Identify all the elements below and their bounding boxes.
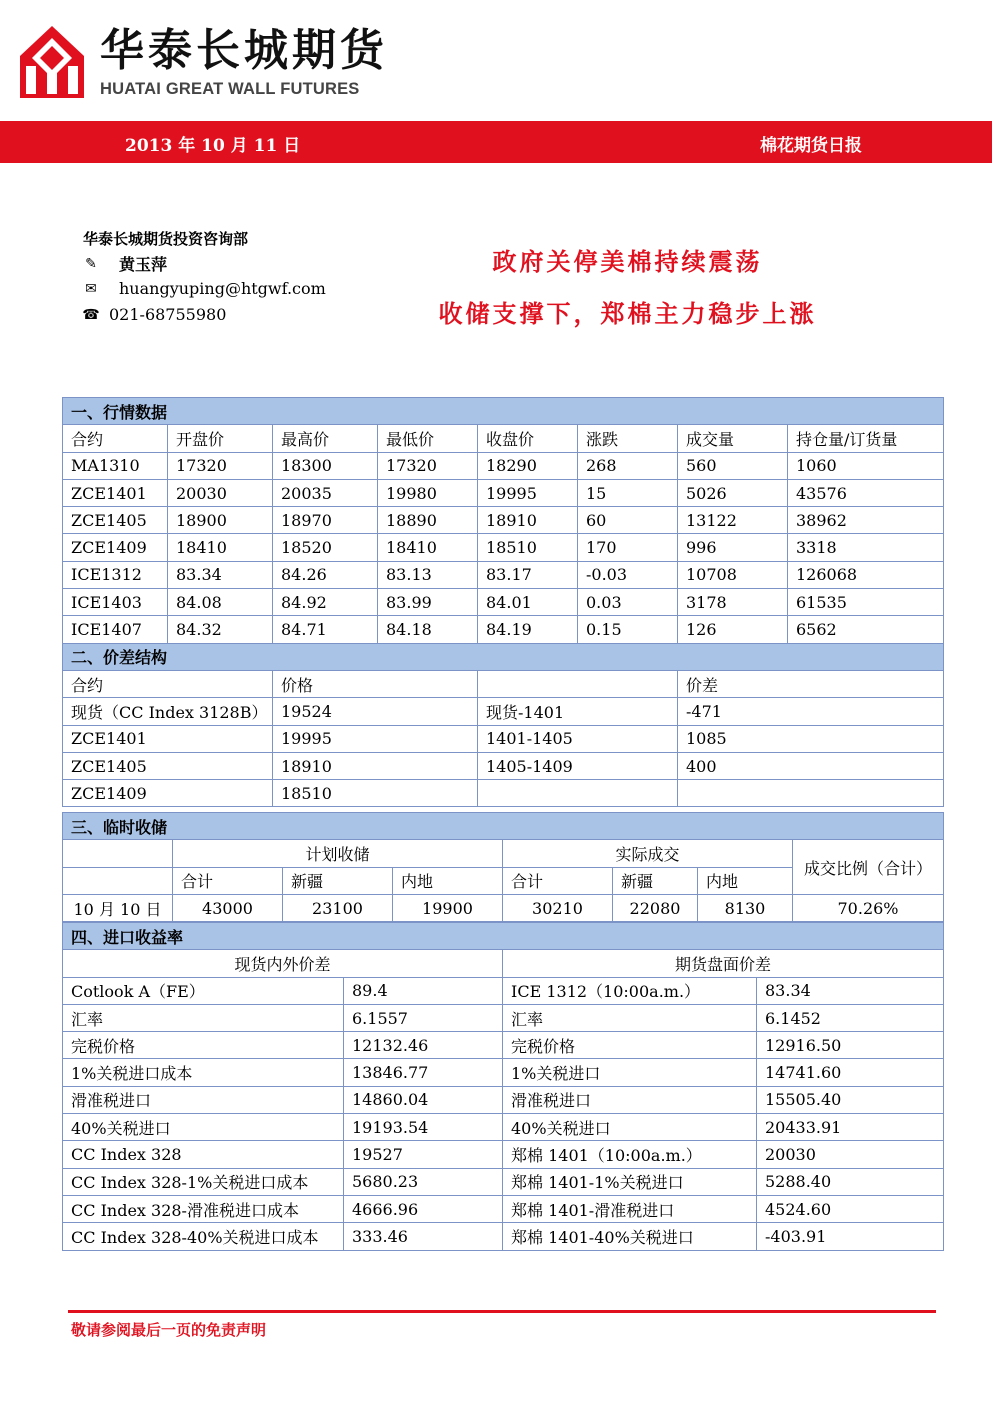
table-cell: 现货（CC Index 3128B） [63,698,273,725]
table-cell: 19995 [478,479,578,506]
table-cell: 84.26 [273,561,378,588]
column-header: 涨跌 [578,425,678,452]
column-header: 价格 [273,670,478,697]
table-cell: 1085 [678,725,944,752]
column-header: 收盘价 [478,425,578,452]
table-row [63,1195,944,1222]
table-cell: 5288.40 [757,1168,944,1195]
table-cell: 18410 [378,534,478,561]
table-cell: MA1310 [63,452,168,479]
table-cell: 19995 [273,725,478,752]
table-cell: 84.19 [478,616,578,643]
table-cell [63,840,173,867]
table-cell: 13846.77 [344,1059,503,1086]
table-row [63,616,944,643]
author-name: 黄玉萍 [119,255,168,274]
table-cell: 1401-1405 [478,725,678,752]
table-cell: 83.34 [168,561,273,588]
table-cell: 郑棉 1401-1%关税进口 [503,1168,757,1195]
table-cell: ZCE1401 [63,479,168,506]
table-cell: 19524 [273,698,478,725]
table-cell: 60 [578,507,678,534]
headline-1: 政府关停美棉持续震荡 [492,247,763,276]
table-cell: 84.32 [168,616,273,643]
disclaimer-note: 敬请参阅最后一页的免责声明 [71,1321,267,1339]
table-row [63,479,944,506]
table-cell: 汇率 [503,1004,757,1031]
column-header [478,670,678,697]
table-cell: 6.1557 [344,1004,503,1031]
table-cell: 19527 [344,1141,503,1168]
table-cell: 18520 [273,534,378,561]
market-data-table [62,397,944,807]
table-cell: ZCE1409 [63,780,273,807]
table-cell: 19900 [393,894,503,921]
table-cell: -471 [678,698,944,725]
table-row [63,894,944,921]
pen-icon: ✎ [85,255,97,272]
table-cell: 14860.04 [344,1086,503,1113]
column-header: 内地 [393,867,503,894]
import-margin-table [62,922,944,1251]
table-row [63,589,944,616]
table-cell: CC Index 328 [63,1141,344,1168]
phone-row [83,305,226,324]
email-row [83,279,326,298]
table-cell: 18890 [378,507,478,534]
table-cell: 560 [678,452,788,479]
table-cell: 19980 [378,479,478,506]
table-cell: 3178 [678,589,788,616]
table-cell: 20030 [168,479,273,506]
table-row [63,977,944,1004]
table-cell: 18300 [273,452,378,479]
company-logo [20,26,84,98]
section-title: 四、进口收益率 [63,923,944,950]
table-cell: 汇率 [63,1004,344,1031]
column-header: 合计 [173,867,283,894]
table-row [63,507,944,534]
table-cell: 22080 [613,894,698,921]
table-cell: 18970 [273,507,378,534]
column-header: 计划收储 [173,840,503,867]
storage-table [62,812,944,922]
table-cell: 郑棉 1401（10:00a.m.） [503,1141,757,1168]
table-cell: 4524.60 [757,1195,944,1222]
column-header: 最低价 [378,425,478,452]
column-header: 开盘价 [168,425,273,452]
table-cell: -0.03 [578,561,678,588]
table-cell: 40%关税进口 [63,1114,344,1141]
table-cell: 23100 [283,894,393,921]
table-cell: 完税价格 [503,1032,757,1059]
brand-name-en: HUATAI GREAT WALL FUTURES [100,80,360,98]
table-cell: 12916.50 [757,1032,944,1059]
table-cell: 1405-1409 [478,752,678,779]
table-cell [63,867,173,894]
table-cell: 17320 [168,452,273,479]
table-cell: 70.26% [793,894,944,921]
table-cell: CC Index 328-滑准税进口成本 [63,1195,344,1222]
headline-2: 收储支撑下，郑棉主力稳步上涨 [438,299,817,328]
table-cell: 0.03 [578,589,678,616]
table-cell: 84.01 [478,589,578,616]
table-header-row [63,670,944,697]
table-cell: 268 [578,452,678,479]
table-cell: 14741.60 [757,1059,944,1086]
table-cell: 滑准税进口 [63,1086,344,1113]
table-header-row [63,950,944,977]
table-cell: 18410 [168,534,273,561]
column-header: 新疆 [613,867,698,894]
table-row [63,1223,944,1250]
table-cell: 郑棉 1401-40%关税进口 [503,1223,757,1250]
table-cell: -403.91 [757,1223,944,1250]
table-cell: 1060 [788,452,944,479]
table-cell: 18510 [273,780,478,807]
table-cell: 1%关税进口成本 [63,1059,344,1086]
table-cell: 126068 [788,561,944,588]
table-row [63,780,944,807]
table-cell: 30210 [503,894,613,921]
section-title: 三、临时收储 [63,813,944,840]
author-phone: 021-68755980 [109,305,227,324]
table-cell: ICE1312 [63,561,168,588]
table-row [63,725,944,752]
column-header: 现货内外价差 [63,950,503,977]
table-cell [478,780,678,807]
table-cell: 333.46 [344,1223,503,1250]
column-header: 新疆 [283,867,393,894]
table-cell: 1%关税进口 [503,1059,757,1086]
table-cell: 5680.23 [344,1168,503,1195]
column-header: 实际成交 [503,840,793,867]
table-cell: ICE 1312（10:00a.m.） [503,977,757,1004]
table-cell: ZCE1401 [63,725,273,752]
table-cell: CC Index 328-40%关税进口成本 [63,1223,344,1250]
column-header: 成交量 [678,425,788,452]
table-cell: 170 [578,534,678,561]
table-cell: 83.99 [378,589,478,616]
table-cell: 0.15 [578,616,678,643]
column-header: 合约 [63,425,168,452]
section-title: 二、价差结构 [63,643,944,670]
table-cell: 17320 [378,452,478,479]
table-cell: 89.4 [344,977,503,1004]
column-header: 成交比例（合计） [793,840,944,895]
table-cell: CC Index 328-1%关税进口成本 [63,1168,344,1195]
table-cell: 6562 [788,616,944,643]
table-row [63,1141,944,1168]
table-cell: Cotlook A（FE） [63,977,344,1004]
column-header: 内地 [698,867,793,894]
table-cell: 126 [678,616,788,643]
table-cell: 18910 [478,507,578,534]
table-cell: 15 [578,479,678,506]
phone-icon: ☎ [82,306,100,323]
table-cell: 完税价格 [63,1032,344,1059]
table-cell: ZCE1405 [63,752,273,779]
table-row [63,752,944,779]
table-cell: 4666.96 [344,1195,503,1222]
table-cell: 83.17 [478,561,578,588]
table-cell: 20433.91 [757,1114,944,1141]
table-cell: 12132.46 [344,1032,503,1059]
table-header-row [63,425,944,452]
table-cell: 10708 [678,561,788,588]
table-cell: 现货-1401 [478,698,678,725]
table-cell: 84.92 [273,589,378,616]
table-row [63,698,944,725]
table-cell: 19193.54 [344,1114,503,1141]
table-cell: 5026 [678,479,788,506]
table-row [63,1059,944,1086]
table-row [63,561,944,588]
table-cell: 84.71 [273,616,378,643]
envelope-icon: ✉ [85,280,97,297]
table-row [63,1086,944,1113]
table-cell: 43576 [788,479,944,506]
table-row [63,452,944,479]
report-date: 2013 年 10 月 11 日 [125,136,301,156]
table-cell: 61535 [788,589,944,616]
table-cell: 18290 [478,452,578,479]
table-cell: 43000 [173,894,283,921]
table-cell: ICE1407 [63,616,168,643]
table-cell: 84.08 [168,589,273,616]
author-row [83,252,167,275]
column-header: 价差 [678,670,944,697]
table-cell: 20035 [273,479,378,506]
table-cell: 996 [678,534,788,561]
column-header: 最高价 [273,425,378,452]
table-row [63,1114,944,1141]
table-cell: 18900 [168,507,273,534]
table-cell: 郑棉 1401-滑准税进口 [503,1195,757,1222]
column-header: 期货盘面价差 [503,950,944,977]
table-cell: 40%关税进口 [503,1114,757,1141]
table-cell: 8130 [698,894,793,921]
table-cell [678,780,944,807]
table-cell: 滑准税进口 [503,1086,757,1113]
table-cell: 83.13 [378,561,478,588]
table-cell: ICE1403 [63,589,168,616]
table-cell: 13122 [678,507,788,534]
table-cell: 6.1452 [757,1004,944,1031]
table-header-row [63,840,944,867]
section-title: 一、行情数据 [63,398,944,425]
table-cell: 84.18 [378,616,478,643]
table-row [63,1168,944,1195]
column-header: 持仓量/订货量 [788,425,944,452]
table-cell: 38962 [788,507,944,534]
table-row [63,1032,944,1059]
department: 华泰长城期货投资咨询部 [83,230,249,248]
table-cell: 83.34 [757,977,944,1004]
table-cell: 18910 [273,752,478,779]
author-email[interactable]: huangyuping@htgwf.com [119,279,326,298]
table-cell: ZCE1409 [63,534,168,561]
table-cell: 18510 [478,534,578,561]
table-row [63,534,944,561]
table-cell: 10 月 10 日 [63,894,173,921]
table-cell: 15505.40 [757,1086,944,1113]
brand-name-cn: 华泰长城期货 [100,25,388,76]
footer-divider [68,1310,936,1313]
table-cell: 400 [678,752,944,779]
table-cell: 20030 [757,1141,944,1168]
table-cell: ZCE1405 [63,507,168,534]
table-cell: 3318 [788,534,944,561]
column-header: 合约 [63,670,273,697]
table-row [63,1004,944,1031]
report-type: 棉花期货日报 [760,136,862,156]
column-header: 合计 [503,867,613,894]
